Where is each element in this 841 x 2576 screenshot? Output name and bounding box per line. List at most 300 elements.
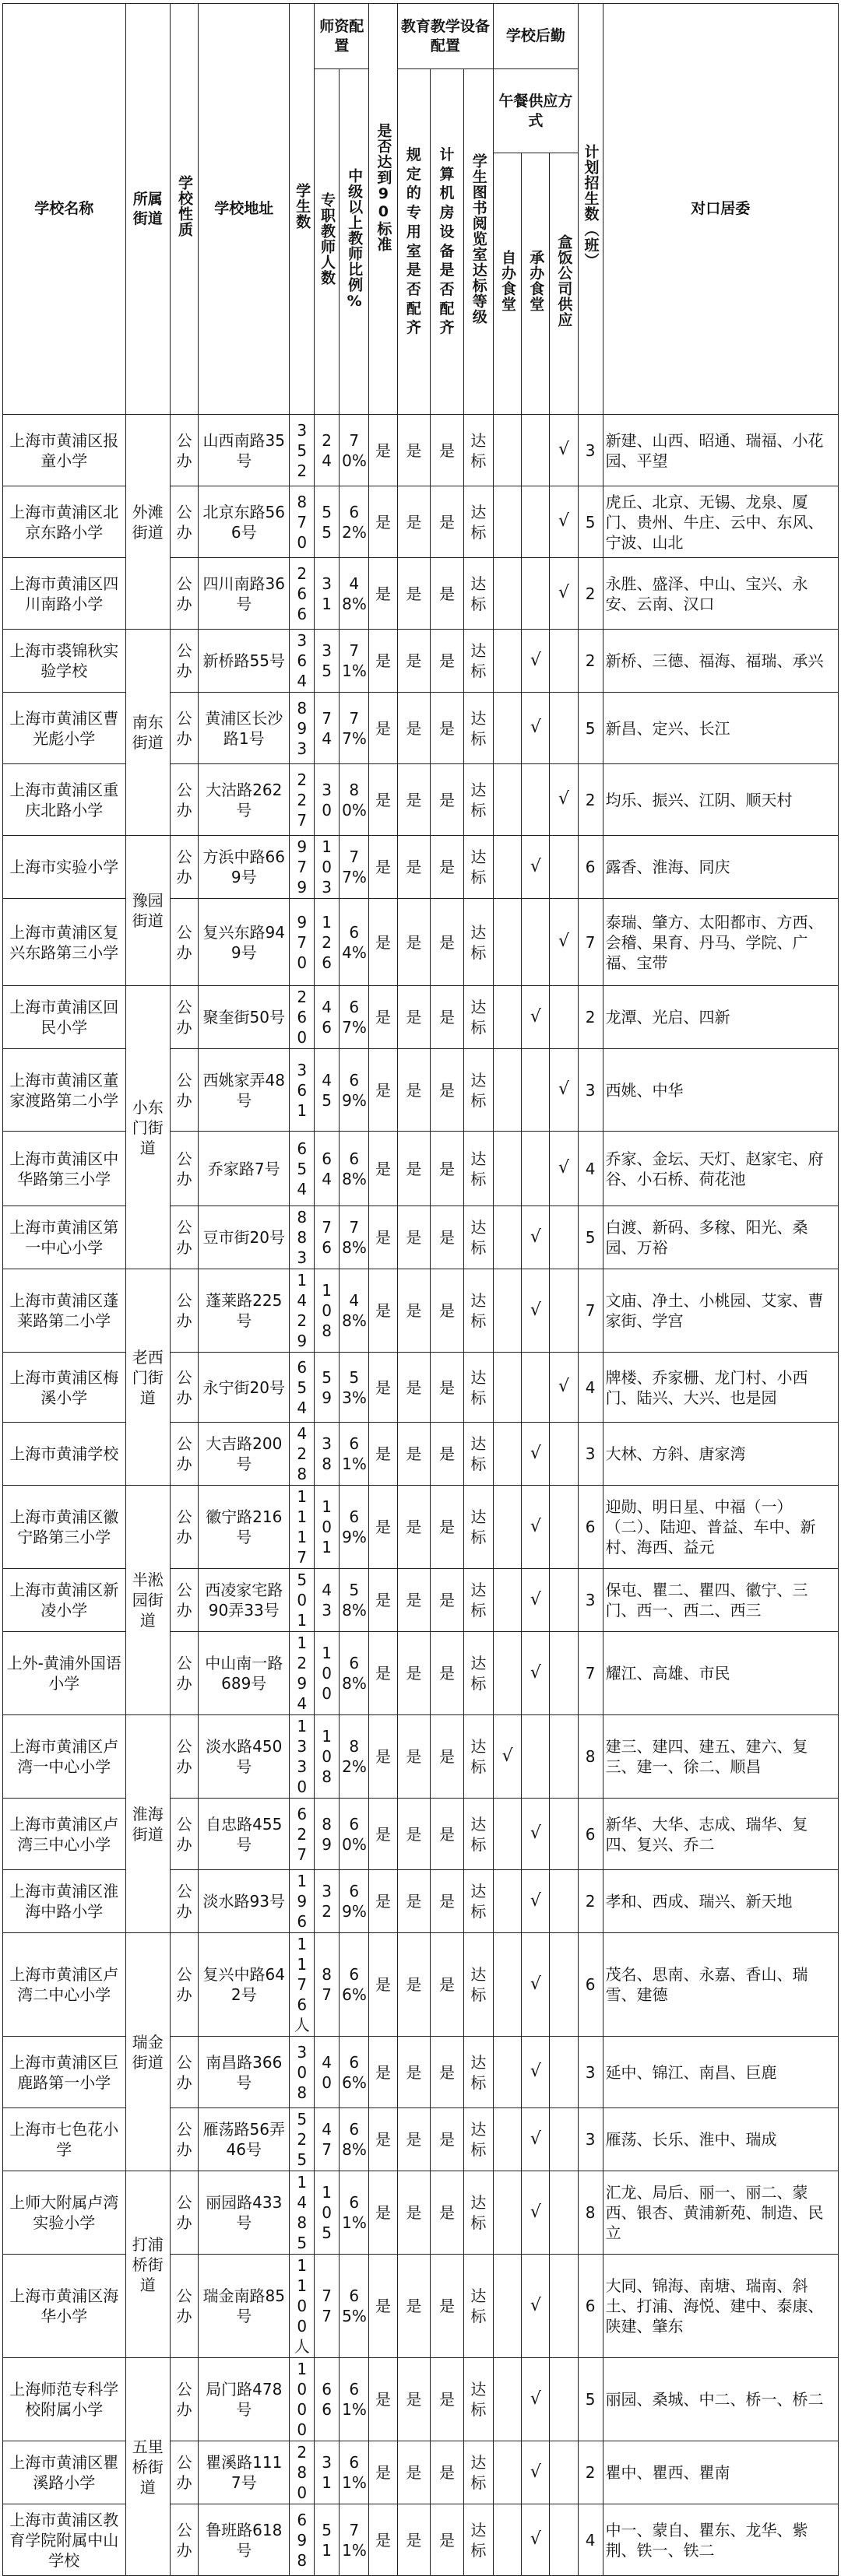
teachers-cell: 101 <box>315 1486 340 1569</box>
students-cell: 1429 <box>290 1269 315 1353</box>
committee-cell: 牌楼、乔家栅、龙门村、小西门、陆兴、大兴、也是园 <box>603 1353 838 1423</box>
students-cell: 352 <box>290 415 315 486</box>
self-canteen-cell <box>494 693 522 764</box>
school-name-cell: 上海市黄浦区北京东路小学 <box>3 486 126 558</box>
self-canteen-cell <box>494 630 522 693</box>
header-senior-ratio: 中级以上教师比例% <box>340 69 369 415</box>
address-cell: 豆市街20号 <box>199 1206 290 1269</box>
teachers-cell: 43 <box>315 1569 340 1632</box>
header-computer-room: 计算机房设备是否配齐 <box>431 69 464 415</box>
library-cell: 达标 <box>463 899 493 986</box>
special-room-cell: 是 <box>397 630 431 693</box>
special-room-cell: 是 <box>397 2504 431 2576</box>
self-canteen-cell <box>494 899 522 986</box>
ratio-cell: 80% <box>340 764 369 836</box>
ratio-cell: 69% <box>340 1870 369 1933</box>
address-cell: 西凌家宅路90弄33号 <box>199 1569 290 1632</box>
contract-canteen-cell: √ <box>522 1486 550 1569</box>
plan-classes-cell: 3 <box>578 1423 603 1486</box>
nature-cell: 公办 <box>171 836 199 899</box>
committee-cell: 瞿中、瞿西、瞿南 <box>603 2441 838 2504</box>
special-room-cell: 是 <box>397 1353 431 1423</box>
computer-room-cell: 是 <box>431 2504 464 2576</box>
self-canteen-cell <box>494 1206 522 1269</box>
computer-room-cell: 是 <box>431 1049 464 1132</box>
table-row <box>3 415 839 486</box>
teachers-cell: 100 <box>315 1632 340 1715</box>
site-standard-cell: 是 <box>369 1799 397 1870</box>
site-standard-cell: 是 <box>369 2171 397 2255</box>
special-room-cell: 是 <box>397 2255 431 2358</box>
district-cell: 淮海街道 <box>125 1715 170 1933</box>
special-room-cell: 是 <box>397 1049 431 1132</box>
teachers-cell: 35 <box>315 630 340 693</box>
header-teachers: 专职教师人数 <box>315 69 340 415</box>
committee-cell: 保屯、瞿二、瞿四、徽宁、三门、西一、西二、西三 <box>603 1569 838 1632</box>
special-room-cell: 是 <box>397 764 431 836</box>
nature-cell: 公办 <box>171 2108 199 2171</box>
nature-cell: 公办 <box>171 1269 199 1353</box>
address-cell: 北京东路566号 <box>199 486 290 558</box>
site-standard-cell: 是 <box>369 415 397 486</box>
boxed-meal-cell: √ <box>550 1049 578 1132</box>
ratio-cell: 61% <box>340 2171 369 2255</box>
special-room-cell: 是 <box>397 1632 431 1715</box>
library-cell: 达标 <box>463 693 493 764</box>
ratio-cell: 68% <box>340 1632 369 1715</box>
library-cell: 达标 <box>463 2441 493 2504</box>
self-canteen-cell <box>494 986 522 1049</box>
computer-room-cell: 是 <box>431 2037 464 2108</box>
computer-room-cell: 是 <box>431 986 464 1049</box>
library-cell: 达标 <box>463 764 493 836</box>
teachers-cell: 40 <box>315 2037 340 2108</box>
school-name-cell: 上海市裘锦秋实验学校 <box>3 630 126 693</box>
special-room-cell: 是 <box>397 1715 431 1799</box>
committee-cell: 大林、方斜、唐家湾 <box>603 1423 838 1486</box>
header-logistics-group: 学校后勤 <box>494 4 579 69</box>
computer-room-cell: 是 <box>431 1870 464 1933</box>
header-self-canteen: 自办食堂 <box>494 153 522 415</box>
plan-classes-cell: 6 <box>578 2255 603 2358</box>
library-cell: 达标 <box>463 1870 493 1933</box>
address-cell: 淡水路450号 <box>199 1715 290 1799</box>
ratio-cell: 58% <box>340 1569 369 1632</box>
boxed-meal-cell <box>550 693 578 764</box>
teachers-cell: 59 <box>315 1353 340 1423</box>
self-canteen-cell <box>494 1632 522 1715</box>
self-canteen-cell <box>494 764 522 836</box>
contract-canteen-cell: √ <box>522 2037 550 2108</box>
committee-cell: 新桥、三德、福海、福瑞、承兴 <box>603 630 838 693</box>
plan-classes-cell: 2 <box>578 558 603 630</box>
self-canteen-cell <box>494 836 522 899</box>
site-standard-cell: 是 <box>369 1269 397 1353</box>
nature-cell: 公办 <box>171 1353 199 1423</box>
computer-room-cell: 是 <box>431 415 464 486</box>
students-cell: 654 <box>290 1132 315 1206</box>
library-cell: 达标 <box>463 486 493 558</box>
special-room-cell: 是 <box>397 1269 431 1353</box>
plan-classes-cell: 6 <box>578 836 603 899</box>
site-standard-cell: 是 <box>369 486 397 558</box>
committee-cell: 均乐、振兴、江阴、顺天村 <box>603 764 838 836</box>
school-name-cell: 上海市黄浦区瞿溪路小学 <box>3 2441 126 2504</box>
address-cell: 黄浦区长沙路1号 <box>199 693 290 764</box>
self-canteen-cell <box>494 1486 522 1569</box>
plan-classes-cell: 2 <box>578 764 603 836</box>
header-committee: 对口居委 <box>603 4 838 415</box>
students-cell: 883 <box>290 1206 315 1269</box>
library-cell: 达标 <box>463 836 493 899</box>
library-cell: 达标 <box>463 1269 493 1353</box>
self-canteen-cell <box>494 2441 522 2504</box>
nature-cell: 公办 <box>171 1423 199 1486</box>
teachers-cell: 47 <box>315 2108 340 2171</box>
committee-cell: 泰瑞、肇方、太阳都市、方西、会稽、果育、丹马、学院、广福、宝带 <box>603 899 838 986</box>
contract-canteen-cell: √ <box>522 1632 550 1715</box>
boxed-meal-cell: √ <box>550 899 578 986</box>
contract-canteen-cell <box>522 558 550 630</box>
contract-canteen-cell <box>522 1132 550 1206</box>
nature-cell: 公办 <box>171 1486 199 1569</box>
committee-cell: 建三、建四、建五、建六、复三、建一、徐二、顺昌 <box>603 1715 838 1799</box>
contract-canteen-cell <box>522 486 550 558</box>
self-canteen-cell <box>494 1799 522 1870</box>
site-standard-cell: 是 <box>369 1049 397 1132</box>
students-cell: 364 <box>290 630 315 693</box>
self-canteen-cell <box>494 2504 522 2576</box>
contract-canteen-cell: √ <box>522 693 550 764</box>
address-cell: 乔家路7号 <box>199 1132 290 1206</box>
table-row <box>3 1486 839 1569</box>
ratio-cell: 68% <box>340 1132 369 1206</box>
teachers-cell: 87 <box>315 1933 340 2037</box>
students-cell: 970 <box>290 899 315 986</box>
ratio-cell: 61% <box>340 1423 369 1486</box>
table-row <box>3 1715 839 1799</box>
plan-classes-cell: 7 <box>578 1269 603 1353</box>
plan-classes-cell: 7 <box>578 1632 603 1715</box>
teachers-cell: 55 <box>315 486 340 558</box>
nature-cell: 公办 <box>171 2504 199 2576</box>
contract-canteen-cell: √ <box>522 986 550 1049</box>
computer-room-cell: 是 <box>431 1423 464 1486</box>
table-row <box>3 1269 839 1353</box>
teachers-cell: 89 <box>315 1799 340 1870</box>
plan-classes-cell: 3 <box>578 415 603 486</box>
library-cell: 达标 <box>463 1799 493 1870</box>
special-room-cell: 是 <box>397 1206 431 1269</box>
contract-canteen-cell: √ <box>522 1423 550 1486</box>
site-standard-cell: 是 <box>369 1132 397 1206</box>
header-lunch-group: 午餐供应方式 <box>494 69 579 153</box>
site-standard-cell: 是 <box>369 630 397 693</box>
committee-cell: 孝和、西成、瑞兴、新天地 <box>603 1870 838 1933</box>
site-standard-cell: 是 <box>369 2037 397 2108</box>
self-canteen-cell <box>494 1423 522 1486</box>
committee-cell: 乔家、金坛、天灯、赵家宅、府谷、小石桥、荷花池 <box>603 1132 838 1206</box>
boxed-meal-cell: √ <box>550 764 578 836</box>
self-canteen-cell <box>494 2358 522 2441</box>
nature-cell: 公办 <box>171 764 199 836</box>
contract-canteen-cell: √ <box>522 2504 550 2576</box>
district-cell: 瑞金街道 <box>125 1933 170 2171</box>
boxed-meal-cell <box>550 2255 578 2358</box>
special-room-cell: 是 <box>397 899 431 986</box>
ratio-cell: 62% <box>340 486 369 558</box>
school-name-cell: 上海市黄浦区蓬莱路第二小学 <box>3 1269 126 1353</box>
students-cell: 361 <box>290 1049 315 1132</box>
address-cell: 大沽路262号 <box>199 764 290 836</box>
ratio-cell: 77% <box>340 836 369 899</box>
committee-cell: 新华、大华、志成、瑞华、复四、复兴、乔二 <box>603 1799 838 1870</box>
address-cell: 自忠路455号 <box>199 1799 290 1870</box>
boxed-meal-cell <box>550 2171 578 2255</box>
nature-cell: 公办 <box>171 486 199 558</box>
students-cell: 1000 <box>290 2358 315 2441</box>
library-cell: 达标 <box>463 1132 493 1206</box>
committee-cell: 露香、淮海、同庆 <box>603 836 838 899</box>
committee-cell: 新建、山西、昭通、瑞福、小花园、平望 <box>603 415 838 486</box>
district-cell: 打浦桥街道 <box>125 2171 170 2358</box>
self-canteen-cell <box>494 1870 522 1933</box>
contract-canteen-cell: √ <box>522 1799 550 1870</box>
site-standard-cell: 是 <box>369 986 397 1049</box>
library-cell: 达标 <box>463 1715 493 1799</box>
plan-classes-cell: 5 <box>578 486 603 558</box>
plan-classes-cell: 5 <box>578 1206 603 1269</box>
students-cell: 654 <box>290 1353 315 1423</box>
library-cell: 达标 <box>463 1206 493 1269</box>
school-name-cell: 上海市黄浦区四川南路小学 <box>3 558 126 630</box>
boxed-meal-cell <box>550 1799 578 1870</box>
self-canteen-cell <box>494 2255 522 2358</box>
committee-cell: 虎丘、北京、无锡、龙泉、厦门、贵州、牛庄、云中、东风、宁波、山北 <box>603 486 838 558</box>
computer-room-cell: 是 <box>431 486 464 558</box>
school-name-cell: 上海市黄浦区卢湾一中心小学 <box>3 1715 126 1799</box>
nature-cell: 公办 <box>171 1870 199 1933</box>
boxed-meal-cell: √ <box>550 1132 578 1206</box>
teachers-cell: 24 <box>315 415 340 486</box>
ratio-cell: 65% <box>340 2255 369 2358</box>
students-cell: 1176人 <box>290 1933 315 2037</box>
district-cell: 五里桥街道 <box>125 2358 170 2576</box>
header-plan-classes: 计划招生数（班） <box>578 4 603 415</box>
site-standard-cell: 是 <box>369 1206 397 1269</box>
teachers-cell: 108 <box>315 1715 340 1799</box>
plan-classes-cell: 2 <box>578 630 603 693</box>
header-boxed-meal: 盒饭公司供应 <box>550 153 578 415</box>
self-canteen-cell <box>494 1353 522 1423</box>
contract-canteen-cell: √ <box>522 2358 550 2441</box>
site-standard-cell: 是 <box>369 1353 397 1423</box>
site-standard-cell: 是 <box>369 2504 397 2576</box>
self-canteen-cell: √ <box>494 1715 522 1799</box>
teachers-cell: 45 <box>315 1049 340 1132</box>
committee-cell: 龙潭、光启、四新 <box>603 986 838 1049</box>
address-cell: 瑞金南路85号 <box>199 2255 290 2358</box>
nature-cell: 公办 <box>171 1933 199 2037</box>
special-room-cell: 是 <box>397 1870 431 1933</box>
contract-canteen-cell: √ <box>522 1269 550 1353</box>
address-cell: 复兴东路949号 <box>199 899 290 986</box>
boxed-meal-cell <box>550 630 578 693</box>
nature-cell: 公办 <box>171 2441 199 2504</box>
library-cell: 达标 <box>463 2037 493 2108</box>
ratio-cell: 68% <box>340 2108 369 2171</box>
address-cell: 西姚家弄48号 <box>199 1049 290 1132</box>
address-cell: 局门路478号 <box>199 2358 290 2441</box>
special-room-cell: 是 <box>397 2108 431 2171</box>
contract-canteen-cell: √ <box>522 630 550 693</box>
table-row <box>3 986 839 1049</box>
teachers-cell: 126 <box>315 899 340 986</box>
students-cell: 501 <box>290 1569 315 1632</box>
site-standard-cell: 是 <box>369 1632 397 1715</box>
boxed-meal-cell <box>550 1870 578 1933</box>
school-name-cell: 上海市黄浦学校 <box>3 1423 126 1486</box>
students-cell: 627 <box>290 1799 315 1870</box>
contract-canteen-cell <box>522 1353 550 1423</box>
special-room-cell: 是 <box>397 2358 431 2441</box>
special-room-cell: 是 <box>397 986 431 1049</box>
boxed-meal-cell <box>550 1423 578 1486</box>
school-name-cell: 上海市七色花小学 <box>3 2108 126 2171</box>
ratio-cell: 61% <box>340 2358 369 2441</box>
computer-room-cell: 是 <box>431 558 464 630</box>
school-name-cell: 上海市黄浦区回民小学 <box>3 986 126 1049</box>
self-canteen-cell <box>494 1569 522 1632</box>
students-cell: 1117 <box>290 1486 315 1569</box>
computer-room-cell: 是 <box>431 1569 464 1632</box>
teachers-cell: 30 <box>315 764 340 836</box>
library-cell: 达标 <box>463 1569 493 1632</box>
table-row <box>3 836 839 899</box>
district-cell: 半淞园街道 <box>125 1486 170 1715</box>
committee-cell: 延中、锦江、南昌、巨鹿 <box>603 2037 838 2108</box>
students-cell: 1485 <box>290 2171 315 2255</box>
boxed-meal-cell <box>550 2504 578 2576</box>
site-standard-cell: 是 <box>369 1933 397 2037</box>
computer-room-cell: 是 <box>431 764 464 836</box>
nature-cell: 公办 <box>171 2255 199 2358</box>
committee-cell: 白渡、新码、多稼、阳光、桑园、万裕 <box>603 1206 838 1269</box>
school-name-cell: 上海市黄浦区复兴东路第三小学 <box>3 899 126 986</box>
nature-cell: 公办 <box>171 1715 199 1799</box>
library-cell: 达标 <box>463 986 493 1049</box>
plan-classes-cell: 6 <box>578 1799 603 1870</box>
committee-cell: 茂名、思南、永嘉、香山、瑞雪、建德 <box>603 1933 838 2037</box>
ratio-cell: 64% <box>340 899 369 986</box>
ratio-cell: 66% <box>340 2037 369 2108</box>
library-cell: 达标 <box>463 2504 493 2576</box>
special-room-cell: 是 <box>397 1423 431 1486</box>
school-name-cell: 上外-黄浦外国语小学 <box>3 1632 126 1715</box>
site-standard-cell: 是 <box>369 2441 397 2504</box>
plan-classes-cell: 5 <box>578 693 603 764</box>
contract-canteen-cell <box>522 899 550 986</box>
site-standard-cell: 是 <box>369 1569 397 1632</box>
special-room-cell: 是 <box>397 1486 431 1569</box>
district-cell: 南东街道 <box>125 630 170 836</box>
computer-room-cell: 是 <box>431 1132 464 1206</box>
header-site-standard: 是否达到90标准 <box>369 4 397 415</box>
site-standard-cell: 是 <box>369 2358 397 2441</box>
site-standard-cell: 是 <box>369 2108 397 2171</box>
boxed-meal-cell <box>550 1632 578 1715</box>
plan-classes-cell: 5 <box>578 2358 603 2441</box>
plan-classes-cell: 4 <box>578 2504 603 2576</box>
header-contract-canteen: 承办食堂 <box>522 153 550 415</box>
students-cell: 525 <box>290 2108 315 2171</box>
plan-classes-cell: 2 <box>578 2441 603 2504</box>
site-standard-cell: 是 <box>369 558 397 630</box>
site-standard-cell: 是 <box>369 836 397 899</box>
teachers-cell: 108 <box>315 1269 340 1353</box>
plan-classes-cell: 3 <box>578 1049 603 1132</box>
site-standard-cell: 是 <box>369 1486 397 1569</box>
students-cell: 870 <box>290 486 315 558</box>
boxed-meal-cell: √ <box>550 558 578 630</box>
computer-room-cell: 是 <box>431 2255 464 2358</box>
plan-classes-cell: 3 <box>578 2037 603 2108</box>
plan-classes-cell: 6 <box>578 1486 603 1569</box>
computer-room-cell: 是 <box>431 2441 464 2504</box>
plan-classes-cell: 3 <box>578 2108 603 2171</box>
ratio-cell: 66% <box>340 1933 369 2037</box>
header-nature: 学校性质 <box>171 4 199 415</box>
students-cell: 280 <box>290 2441 315 2504</box>
address-cell: 复兴中路642号 <box>199 1933 290 2037</box>
school-name-cell: 上海市黄浦区徽宁路第三小学 <box>3 1486 126 1569</box>
contract-canteen-cell: √ <box>522 2171 550 2255</box>
site-standard-cell: 是 <box>369 1423 397 1486</box>
nature-cell: 公办 <box>171 558 199 630</box>
boxed-meal-cell <box>550 1206 578 1269</box>
nature-cell: 公办 <box>171 693 199 764</box>
library-cell: 达标 <box>463 1632 493 1715</box>
library-cell: 达标 <box>463 1486 493 1569</box>
library-cell: 达标 <box>463 1353 493 1423</box>
contract-canteen-cell: √ <box>522 2255 550 2358</box>
self-canteen-cell <box>494 2108 522 2171</box>
committee-cell: 西姚、中华 <box>603 1049 838 1132</box>
address-cell: 山西南路35号 <box>199 415 290 486</box>
header-library: 学生图书阅览室达标等级 <box>463 69 493 415</box>
ratio-cell: 71% <box>340 2504 369 2576</box>
students-cell: 1294 <box>290 1632 315 1715</box>
nature-cell: 公办 <box>171 2358 199 2441</box>
special-room-cell: 是 <box>397 1933 431 2037</box>
students-cell: 308 <box>290 2037 315 2108</box>
boxed-meal-cell: √ <box>550 1353 578 1423</box>
library-cell: 达标 <box>463 415 493 486</box>
school-name-cell: 上海市黄浦区第一中心小学 <box>3 1206 126 1269</box>
plan-classes-cell: 2 <box>578 986 603 1049</box>
district-cell: 外滩街道 <box>125 415 170 630</box>
special-room-cell: 是 <box>397 415 431 486</box>
table-row <box>3 630 839 693</box>
teachers-cell: 38 <box>315 1423 340 1486</box>
school-name-cell: 上师大附属卢湾实验小学 <box>3 2171 126 2255</box>
students-cell: 266 <box>290 558 315 630</box>
school-name-cell: 上海市黄浦区梅溪小学 <box>3 1353 126 1423</box>
committee-cell: 丽园、桑城、中二、桥一、桥二 <box>603 2358 838 2441</box>
committee-cell: 文庙、净土、小桃园、艾家、曹家街、学宫 <box>603 1269 838 1353</box>
school-name-cell: 上海市黄浦区重庆北路小学 <box>3 764 126 836</box>
special-room-cell: 是 <box>397 558 431 630</box>
